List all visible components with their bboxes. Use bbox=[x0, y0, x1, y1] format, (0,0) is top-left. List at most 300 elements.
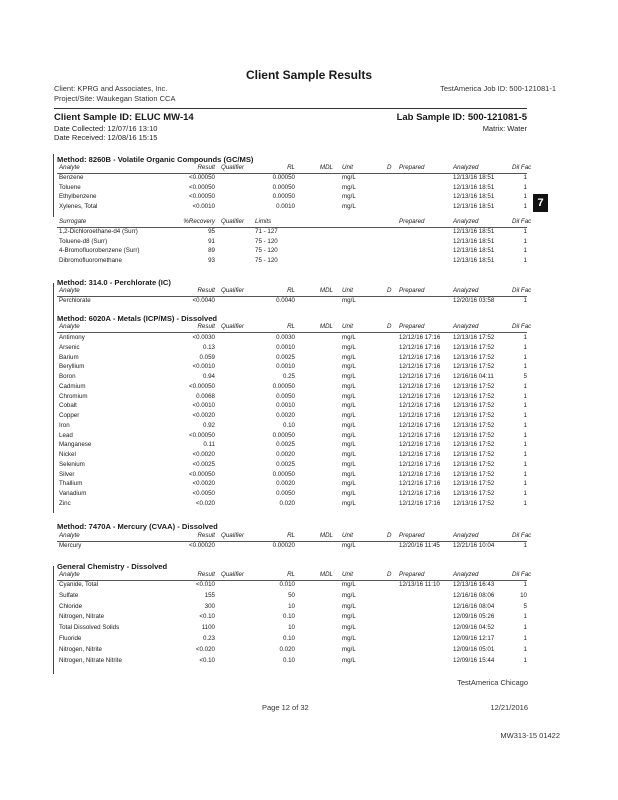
lab-name: TestAmerica Chicago bbox=[457, 678, 528, 687]
col-analyte: Analyte bbox=[59, 287, 80, 294]
rl-value: 10 bbox=[288, 602, 295, 610]
table-row bbox=[57, 451, 527, 461]
surrogate-row bbox=[57, 228, 527, 238]
result-value: <0.00050 bbox=[189, 183, 215, 191]
dilution-factor: 1 bbox=[523, 343, 527, 351]
dilution-factor: 1 bbox=[523, 624, 527, 632]
prepared-date: 12/12/16 17:16 bbox=[399, 499, 441, 507]
surrogate-row bbox=[57, 247, 527, 257]
analyte-name: Toluene bbox=[59, 183, 81, 191]
dilution-factor: 10 bbox=[520, 591, 527, 599]
col-prepared: Prepared bbox=[399, 571, 425, 578]
result-value: <0.00050 bbox=[189, 431, 215, 439]
result-value: <0.00050 bbox=[189, 382, 215, 390]
table-row bbox=[57, 592, 527, 602]
col-mdl: MDL bbox=[319, 323, 333, 330]
dilution-factor: 1 bbox=[523, 183, 527, 191]
matrix: Matrix: Water bbox=[482, 124, 527, 133]
rl-value: 0.0010 bbox=[276, 203, 295, 211]
analyte-name: Chromium bbox=[59, 392, 88, 400]
dilution-factor: 1 bbox=[523, 421, 527, 429]
analyzed-date: 12/13/16 18:51 bbox=[453, 193, 495, 201]
analyzed-date: 12/13/16 17:52 bbox=[453, 382, 495, 390]
method-title-general-chemistry: General Chemistry - Dissolved bbox=[57, 562, 168, 571]
method-title-voc: Method: 8260B - Volatile Organic Compounds (GC/MS) bbox=[57, 155, 254, 164]
analyte-name: Cobalt bbox=[59, 402, 77, 410]
dilution-factor: 1 bbox=[523, 499, 527, 507]
prepared-date: 12/12/16 17:16 bbox=[399, 451, 441, 458]
surrogate-name: Dibromofluoromethane bbox=[59, 257, 122, 265]
result-value: <0.10 bbox=[199, 656, 215, 664]
unit-value: mg/L bbox=[342, 382, 356, 390]
dilution-factor: 1 bbox=[523, 490, 527, 497]
analyzed-date: 12/13/16 18:51 bbox=[453, 237, 495, 245]
analyte-name: Selenium bbox=[59, 460, 85, 468]
analyzed-date: 12/13/16 18:51 bbox=[453, 183, 495, 191]
unit-value: mg/L bbox=[342, 602, 356, 610]
table-row bbox=[57, 393, 527, 403]
unit-value: mg/L bbox=[342, 402, 356, 410]
rl-value: 0.0025 bbox=[276, 441, 295, 449]
analyzed-date: 12/13/16 18:51 bbox=[453, 203, 495, 211]
client-name: Client: KPRG and Associates, Inc. bbox=[54, 84, 168, 93]
result-value: <0.020 bbox=[195, 499, 215, 507]
dilution-factor: 1 bbox=[523, 441, 527, 449]
rl-value: 0.00020 bbox=[272, 542, 295, 549]
result-value: 155 bbox=[204, 591, 215, 599]
analyzed-date: 12/13/16 17:52 bbox=[453, 392, 495, 400]
rl-value: 0.00050 bbox=[272, 382, 295, 390]
result-value: <0.0020 bbox=[192, 412, 215, 419]
table-row bbox=[57, 490, 527, 500]
table-row bbox=[57, 542, 527, 552]
page-title: Client Sample Results bbox=[245, 68, 373, 82]
prepared-date: 12/20/16 11:45 bbox=[399, 542, 440, 549]
col-qualifier: Qualifier bbox=[221, 287, 245, 294]
col-mdl: MDL bbox=[319, 164, 333, 171]
rl-value: 0.020 bbox=[279, 645, 295, 653]
analyzed-date: 12/13/16 17:52 bbox=[453, 470, 495, 478]
analyzed-date: 12/16/16 08:04 bbox=[453, 602, 495, 610]
analyzed-date: 12/13/16 17:52 bbox=[453, 363, 495, 371]
analyzed-date: 12/13/16 18:51 bbox=[453, 228, 495, 235]
col-d: D bbox=[387, 571, 392, 578]
result-value: 0.94 bbox=[202, 373, 215, 380]
dilution-factor: 1 bbox=[523, 237, 527, 245]
rl-value: 0.0025 bbox=[276, 353, 295, 361]
prepared-date: 12/12/16 17:16 bbox=[399, 431, 441, 439]
limits-value: 75 - 120 bbox=[255, 257, 278, 265]
dilution-factor: 1 bbox=[523, 174, 527, 181]
prepared-date: 12/12/16 17:16 bbox=[399, 460, 441, 468]
surrogate-row bbox=[57, 257, 527, 267]
col-result: Result bbox=[197, 571, 215, 578]
result-value: <0.0040 bbox=[192, 297, 215, 304]
col-rl: RL bbox=[287, 287, 295, 294]
prepared-date: 12/12/16 17:16 bbox=[399, 412, 441, 419]
result-value: 0.059 bbox=[199, 353, 215, 361]
result-value: 0.23 bbox=[202, 635, 215, 642]
margin-bar bbox=[53, 154, 54, 217]
col-unit: Unit bbox=[342, 323, 354, 330]
col-rl: RL bbox=[287, 532, 295, 539]
dilution-factor: 5 bbox=[523, 602, 527, 610]
result-value: 0.92 bbox=[202, 421, 215, 429]
analyzed-date: 12/13/16 17:52 bbox=[453, 353, 495, 361]
col-prepared: Prepared bbox=[399, 218, 425, 225]
rl-value: 0.0020 bbox=[276, 480, 295, 488]
analyzed-date: 12/20/16 03:58 bbox=[453, 297, 495, 304]
col-prepared: Prepared bbox=[399, 532, 425, 539]
result-value: <0.0010 bbox=[192, 402, 215, 410]
dilution-factor: 1 bbox=[523, 228, 527, 235]
lab-sample-id: Lab Sample ID: 500-121081-5 bbox=[396, 112, 527, 123]
analyte-name: Nitrogen, Nitrite bbox=[59, 645, 102, 653]
dilution-factor: 1 bbox=[523, 353, 527, 361]
dilution-factor: 1 bbox=[523, 412, 527, 419]
result-value: <0.00050 bbox=[189, 470, 215, 478]
table-row bbox=[57, 432, 527, 442]
rl-value: 0.00050 bbox=[272, 193, 295, 201]
prepared-date: 12/12/16 17:16 bbox=[399, 373, 441, 380]
col-analyzed: Analyzed bbox=[453, 287, 479, 294]
recovery-value: 93 bbox=[208, 257, 215, 265]
table-row bbox=[57, 334, 527, 344]
analyte-name: Mercury bbox=[59, 542, 82, 549]
analyzed-date: 12/21/16 10:04 bbox=[453, 542, 495, 549]
analyzed-date: 12/09/16 15:44 bbox=[453, 656, 495, 664]
analyzed-date: 12/16/16 04:11 bbox=[453, 373, 494, 380]
analyte-name: Antimony bbox=[59, 334, 85, 341]
analyte-name: Sulfate bbox=[59, 591, 79, 599]
rl-value: 50 bbox=[288, 591, 295, 599]
table-row bbox=[57, 344, 527, 354]
analyzed-date: 12/13/16 17:52 bbox=[453, 451, 495, 458]
margin-bar bbox=[53, 566, 54, 674]
limits-value: 71 - 127 bbox=[255, 228, 278, 235]
col-qualifier: Qualifier bbox=[221, 323, 245, 330]
analyte-name: Cadmium bbox=[59, 382, 86, 390]
col-recovery: %Recovery bbox=[183, 218, 215, 225]
surrogate-name: Toluene-d8 (Surr) bbox=[59, 237, 108, 245]
surrogate-name: 4-Bromofluorobenzene (Surr) bbox=[59, 247, 140, 255]
dilution-factor: 1 bbox=[523, 203, 527, 211]
col-unit: Unit bbox=[342, 287, 354, 294]
analyte-name: Cyanide, Total bbox=[59, 581, 99, 588]
rl-value: 0.00050 bbox=[272, 431, 295, 439]
limits-value: 75 - 120 bbox=[255, 247, 278, 255]
unit-value: mg/L bbox=[342, 203, 356, 211]
result-value: <0.00050 bbox=[189, 174, 215, 181]
col-mdl: MDL bbox=[319, 571, 333, 578]
unit-value: mg/L bbox=[342, 421, 356, 429]
unit-value: mg/L bbox=[342, 470, 356, 478]
unit-value: mg/L bbox=[342, 183, 356, 191]
unit-value: mg/L bbox=[342, 635, 356, 642]
result-value: <0.0050 bbox=[192, 490, 215, 497]
result-value: <0.00020 bbox=[189, 542, 215, 549]
table-row bbox=[57, 471, 527, 481]
rl-value: 0.0010 bbox=[276, 343, 295, 351]
table-row bbox=[57, 500, 527, 510]
col-dilfac: Dil Fac bbox=[512, 218, 532, 225]
col-analyzed: Analyzed bbox=[453, 218, 479, 225]
dilution-factor: 1 bbox=[523, 656, 527, 664]
unit-value: mg/L bbox=[342, 297, 356, 304]
rl-value: 0.0010 bbox=[276, 363, 295, 371]
analyte-name: Benzene bbox=[59, 174, 84, 181]
rl-value: 0.020 bbox=[279, 499, 295, 507]
col-result: Result bbox=[197, 323, 215, 330]
result-value: <0.0010 bbox=[192, 203, 215, 211]
table-row bbox=[57, 422, 527, 432]
col-analyte: Analyte bbox=[59, 571, 80, 578]
analyzed-date: 12/13/16 17:52 bbox=[453, 441, 495, 449]
rl-value: 0.010 bbox=[279, 581, 295, 588]
analyte-name: Beryllium bbox=[59, 363, 85, 371]
result-value: <0.0025 bbox=[192, 460, 215, 468]
col-qualifier: Qualifier bbox=[221, 571, 245, 578]
rl-value: 0.10 bbox=[282, 421, 295, 429]
col-d: D bbox=[387, 323, 392, 330]
col-prepared: Prepared bbox=[399, 164, 425, 171]
unit-value: mg/L bbox=[342, 460, 356, 468]
table-row bbox=[57, 402, 527, 412]
analyte-name: Nickel bbox=[59, 451, 76, 458]
dilution-factor: 1 bbox=[523, 402, 527, 410]
result-value: <0.00050 bbox=[189, 193, 215, 201]
analyte-name: Zinc bbox=[59, 499, 71, 507]
method-title-mercury: Method: 7470A - Mercury (CVAA) - Dissolved bbox=[57, 522, 218, 531]
analyte-name: Iron bbox=[59, 421, 70, 429]
date-received: Date Received: 12/08/16 15:15 bbox=[54, 133, 158, 142]
unit-value: mg/L bbox=[342, 624, 356, 632]
analyzed-date: 12/13/16 17:52 bbox=[453, 490, 495, 497]
unit-value: mg/L bbox=[342, 343, 356, 351]
table-row bbox=[57, 461, 527, 471]
col-dilfac: Dil Fac bbox=[512, 532, 532, 539]
table-row bbox=[57, 581, 527, 591]
table-row bbox=[57, 635, 527, 645]
analyte-name: Lead bbox=[59, 431, 73, 439]
col-dilfac: Dil Fac bbox=[512, 287, 532, 294]
rl-value: 10 bbox=[288, 624, 295, 632]
col-result: Result bbox=[197, 532, 215, 539]
col-limits: Limits bbox=[255, 218, 272, 225]
method-title-metals: Method: 6020A - Metals (ICP/MS) - Dissolved bbox=[57, 314, 218, 323]
table-row bbox=[57, 613, 527, 623]
dilution-factor: 1 bbox=[523, 470, 527, 478]
analyzed-date: 12/09/16 12:17 bbox=[453, 635, 495, 642]
limits-value: 75 - 120 bbox=[255, 237, 278, 245]
table-row bbox=[57, 354, 527, 364]
analyzed-date: 12/13/16 17:52 bbox=[453, 421, 495, 429]
analyte-name: Vanadium bbox=[59, 490, 87, 497]
unit-value: mg/L bbox=[342, 490, 356, 497]
analyte-name: Xylenes, Total bbox=[59, 203, 98, 211]
col-rl: RL bbox=[287, 571, 295, 578]
recovery-value: 89 bbox=[208, 247, 215, 255]
method-title-perchlorate: Method: 314.0 - Perchlorate (IC) bbox=[57, 278, 171, 287]
col-result: Result bbox=[197, 287, 215, 294]
prepared-date: 12/12/16 17:16 bbox=[399, 334, 441, 341]
rl-value: 0.10 bbox=[282, 635, 295, 642]
result-value: 300 bbox=[204, 602, 215, 610]
analyte-name: Ethylbenzene bbox=[59, 193, 97, 201]
dilution-factor: 1 bbox=[523, 247, 527, 255]
col-dilfac: Dil Fac bbox=[512, 164, 532, 171]
analyzed-date: 12/13/16 16:43 bbox=[453, 581, 495, 588]
result-value: <0.0020 bbox=[192, 480, 215, 488]
recovery-value: 95 bbox=[208, 228, 215, 235]
rl-value: 0.00050 bbox=[272, 470, 295, 478]
col-unit: Unit bbox=[342, 164, 354, 171]
surrogate-row bbox=[57, 238, 527, 248]
surrogate-name: 1,2-Dichloroethane-d4 (Surr) bbox=[59, 228, 138, 235]
rl-value: 0.0050 bbox=[276, 490, 295, 497]
unit-value: mg/L bbox=[342, 431, 356, 439]
rl-value: 0.0020 bbox=[276, 412, 295, 419]
dilution-factor: 1 bbox=[523, 334, 527, 341]
result-value: <0.0010 bbox=[192, 363, 215, 371]
table-row bbox=[57, 441, 527, 451]
unit-value: mg/L bbox=[342, 353, 356, 361]
col-prepared: Prepared bbox=[399, 323, 425, 330]
dilution-factor: 5 bbox=[523, 373, 527, 380]
col-analyte: Analyte bbox=[59, 323, 80, 330]
rl-value: 0.0040 bbox=[276, 297, 295, 304]
rl-value: 0.0030 bbox=[276, 334, 295, 341]
document-code: MW313-15 01422 bbox=[500, 731, 560, 740]
rl-value: 0.0050 bbox=[276, 392, 295, 400]
job-id: TestAmerica Job ID: 500-121081-1 bbox=[440, 84, 556, 93]
analyzed-date: 12/13/16 18:51 bbox=[453, 257, 495, 265]
dilution-factor: 1 bbox=[523, 382, 527, 390]
analyte-name: Fluoride bbox=[59, 635, 82, 642]
result-value: <0.020 bbox=[195, 645, 215, 653]
unit-value: mg/L bbox=[342, 542, 356, 549]
analyte-name: Barium bbox=[59, 353, 79, 361]
dilution-factor: 1 bbox=[523, 392, 527, 400]
table-row bbox=[57, 383, 527, 393]
table-row bbox=[57, 203, 527, 213]
analyzed-date: 12/13/16 17:52 bbox=[453, 431, 495, 439]
unit-value: mg/L bbox=[342, 412, 356, 419]
table-row bbox=[57, 412, 527, 422]
unit-value: mg/L bbox=[342, 656, 356, 664]
prepared-date: 12/12/16 17:16 bbox=[399, 421, 441, 429]
dilution-factor: 1 bbox=[523, 193, 527, 201]
analyte-name: Arsenic bbox=[59, 343, 80, 351]
col-prepared: Prepared bbox=[399, 287, 425, 294]
table-row bbox=[57, 624, 527, 634]
table-row bbox=[57, 363, 527, 373]
analyzed-date: 12/13/16 17:52 bbox=[453, 334, 495, 341]
rl-value: 0.0025 bbox=[276, 460, 295, 468]
result-value: <0.10 bbox=[199, 613, 215, 621]
prepared-date: 12/12/16 17:16 bbox=[399, 441, 441, 449]
analyte-name: Thallium bbox=[59, 480, 83, 488]
result-value: <0.0020 bbox=[192, 451, 215, 458]
analyte-name: Copper bbox=[59, 412, 80, 419]
col-qualifier: Qualifier bbox=[221, 164, 245, 171]
analyzed-date: 12/13/16 17:52 bbox=[453, 460, 495, 468]
unit-value: mg/L bbox=[342, 373, 356, 380]
unit-value: mg/L bbox=[342, 451, 356, 458]
date-collected: Date Collected: 12/07/16 13:10 bbox=[54, 124, 158, 133]
analyte-name: Nitrogen, Nitrate Nitrite bbox=[59, 656, 122, 664]
result-value: 0.13 bbox=[202, 343, 215, 351]
col-mdl: MDL bbox=[319, 287, 333, 294]
unit-value: mg/L bbox=[342, 174, 356, 181]
analyzed-date: 12/13/16 17:52 bbox=[453, 343, 495, 351]
col-analyzed: Analyzed bbox=[453, 323, 479, 330]
prepared-date: 12/12/16 17:16 bbox=[399, 480, 441, 488]
dilution-factor: 1 bbox=[523, 613, 527, 621]
page-number: Page 12 of 32 bbox=[262, 703, 309, 712]
col-unit: Unit bbox=[342, 571, 354, 578]
analyzed-date: 12/09/16 05:01 bbox=[453, 645, 495, 653]
prepared-date: 12/12/16 17:16 bbox=[399, 382, 441, 390]
col-rl: RL bbox=[287, 164, 295, 171]
col-dilfac: Dil Fac bbox=[512, 323, 532, 330]
col-result: Result bbox=[197, 164, 215, 171]
unit-value: mg/L bbox=[342, 363, 356, 371]
unit-value: mg/L bbox=[342, 581, 356, 588]
rl-value: 0.0010 bbox=[276, 402, 295, 410]
col-qualifier: Qualifier bbox=[221, 218, 245, 225]
table-row bbox=[57, 184, 527, 194]
dilution-factor: 1 bbox=[523, 645, 527, 653]
prepared-date: 12/13/16 11:10 bbox=[399, 581, 440, 588]
analyte-name: Silver bbox=[59, 470, 75, 478]
dilution-factor: 1 bbox=[523, 363, 527, 371]
analyzed-date: 12/13/16 17:52 bbox=[453, 412, 495, 419]
table-row bbox=[57, 480, 527, 490]
col-rl: RL bbox=[287, 323, 295, 330]
recovery-value: 91 bbox=[208, 237, 215, 245]
project-site: Project/Site: Waukegan Station CCA bbox=[54, 94, 176, 103]
rl-value: 0.25 bbox=[282, 373, 295, 380]
dilution-factor: 1 bbox=[523, 257, 527, 265]
col-analyzed: Analyzed bbox=[453, 164, 479, 171]
unit-value: mg/L bbox=[342, 480, 356, 488]
prepared-date: 12/12/16 17:16 bbox=[399, 402, 441, 410]
col-analyzed: Analyzed bbox=[453, 571, 479, 578]
analyzed-date: 12/13/16 18:51 bbox=[453, 247, 495, 255]
analyte-name: Nitrogen, Nitrate bbox=[59, 613, 105, 621]
rl-value: 0.0020 bbox=[276, 451, 295, 458]
unit-value: mg/L bbox=[342, 441, 356, 449]
col-mdl: MDL bbox=[319, 532, 333, 539]
unit-value: mg/L bbox=[342, 499, 356, 507]
unit-value: mg/L bbox=[342, 645, 356, 653]
dilution-factor: 1 bbox=[523, 542, 527, 549]
result-value: <0.0030 bbox=[192, 334, 215, 341]
result-value: <0.010 bbox=[195, 581, 215, 588]
analyte-name: Perchlorate bbox=[59, 297, 91, 304]
margin-bar bbox=[53, 283, 54, 513]
table-row bbox=[57, 174, 527, 184]
analyzed-date: 12/13/16 18:51 bbox=[453, 174, 495, 181]
rl-value: 0.00050 bbox=[272, 183, 295, 191]
col-d: D bbox=[387, 164, 392, 171]
table-row bbox=[57, 603, 527, 613]
analyzed-date: 12/09/16 05:26 bbox=[453, 613, 495, 621]
header-rule bbox=[54, 108, 527, 109]
prepared-date: 12/12/16 17:16 bbox=[399, 470, 441, 478]
prepared-date: 12/12/16 17:16 bbox=[399, 353, 441, 361]
